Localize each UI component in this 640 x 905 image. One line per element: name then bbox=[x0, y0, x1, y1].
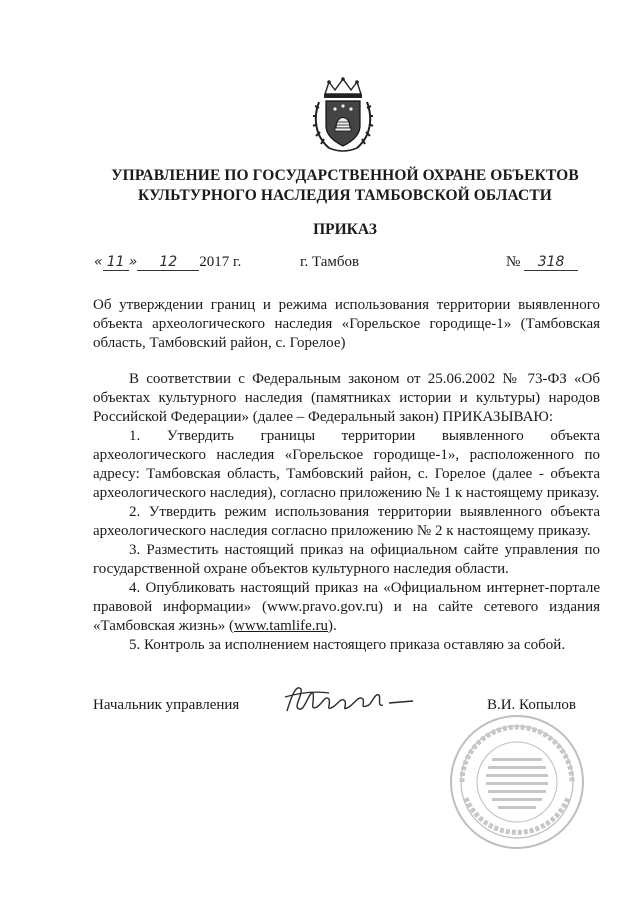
order-date bbox=[94, 252, 274, 272]
order-subject: Об утверждении границ и режима использования территории выявленного объекта археологического наследия «Горельское городище-1» (Тамбовская область, Тамбовский район, с. Горелое) bbox=[93, 297, 600, 351]
document-type-title: ПРИКАЗ bbox=[313, 221, 377, 238]
order-number bbox=[506, 252, 606, 272]
date-month: 12 bbox=[137, 254, 199, 271]
tambov-coat-of-arms-icon bbox=[311, 76, 375, 154]
order-preamble: В соответствии с Федеральным законом от 25.06.2002 № 73-ФЗ «Об объектах культурного наследия (памятниках истории и культуры) народов Российской Федерации» (далее – Федеральный закон) ПРИКАЗЫВАЮ: bbox=[93, 371, 600, 425]
order-number-value: 318 bbox=[524, 254, 578, 271]
order-item-5: 5. Контроль за исполнением настоящего приказа оставляю за собой. bbox=[129, 637, 566, 653]
order-body bbox=[93, 370, 600, 655]
signatory-name: В.И. Копылов bbox=[486, 697, 576, 713]
order-number-prefix: № bbox=[506, 254, 521, 270]
official-seal-stamp bbox=[432, 712, 602, 852]
date-day: 11 bbox=[103, 254, 129, 271]
organization-title bbox=[60, 166, 630, 206]
organization-title-line1: УПРАВЛЕНИЕ ПО ГОСУДАРСТВЕННОЙ ОХРАНЕ ОБЪЕКТОВ bbox=[111, 167, 579, 184]
order-item-4-text: 4. Опубликовать настоящий приказ на «Официальном интернет-портале правовой информации» (www.pravo.gov.ru) и на сайте сетевого издания «Тамбовская жизнь» ( bbox=[93, 580, 600, 634]
order-city: г. Тамбов bbox=[300, 254, 360, 270]
date-close-quote: » bbox=[128, 254, 138, 270]
tamlife-link[interactable]: www.tamlife.ru bbox=[234, 618, 329, 634]
date-open-quote: « bbox=[94, 254, 103, 270]
handwritten-signature bbox=[279, 681, 419, 721]
date-year: 2017 г. bbox=[199, 254, 242, 270]
signatory-position: Начальник управления bbox=[93, 697, 240, 713]
organization-title-line2: КУЛЬТУРНОГО НАСЛЕДИЯ ТАМБОВСКОЙ ОБЛАСТИ bbox=[138, 187, 552, 204]
order-item-2: 2. Утвердить режим использования территории выявленного объекта археологического наследия согласно приложению № 2 к настоящему приказу. bbox=[93, 504, 600, 539]
order-item-4-end: ). bbox=[328, 618, 337, 634]
order-item-3: 3. Разместить настоящий приказ на официальном сайте управления по государственной охране объектов культурного наследия области. bbox=[93, 542, 600, 577]
order-item-1: 1. Утвердить границы территории выявленного объекта археологического наследия «Горельское городище-1», расположенного по адресу: Тамбовская область, Тамбовский район, с. Горелое (далее - объекта археологического наследия), согласно приложению № 1 к настоящему приказу. bbox=[93, 428, 600, 501]
order-item-4 bbox=[93, 579, 600, 636]
